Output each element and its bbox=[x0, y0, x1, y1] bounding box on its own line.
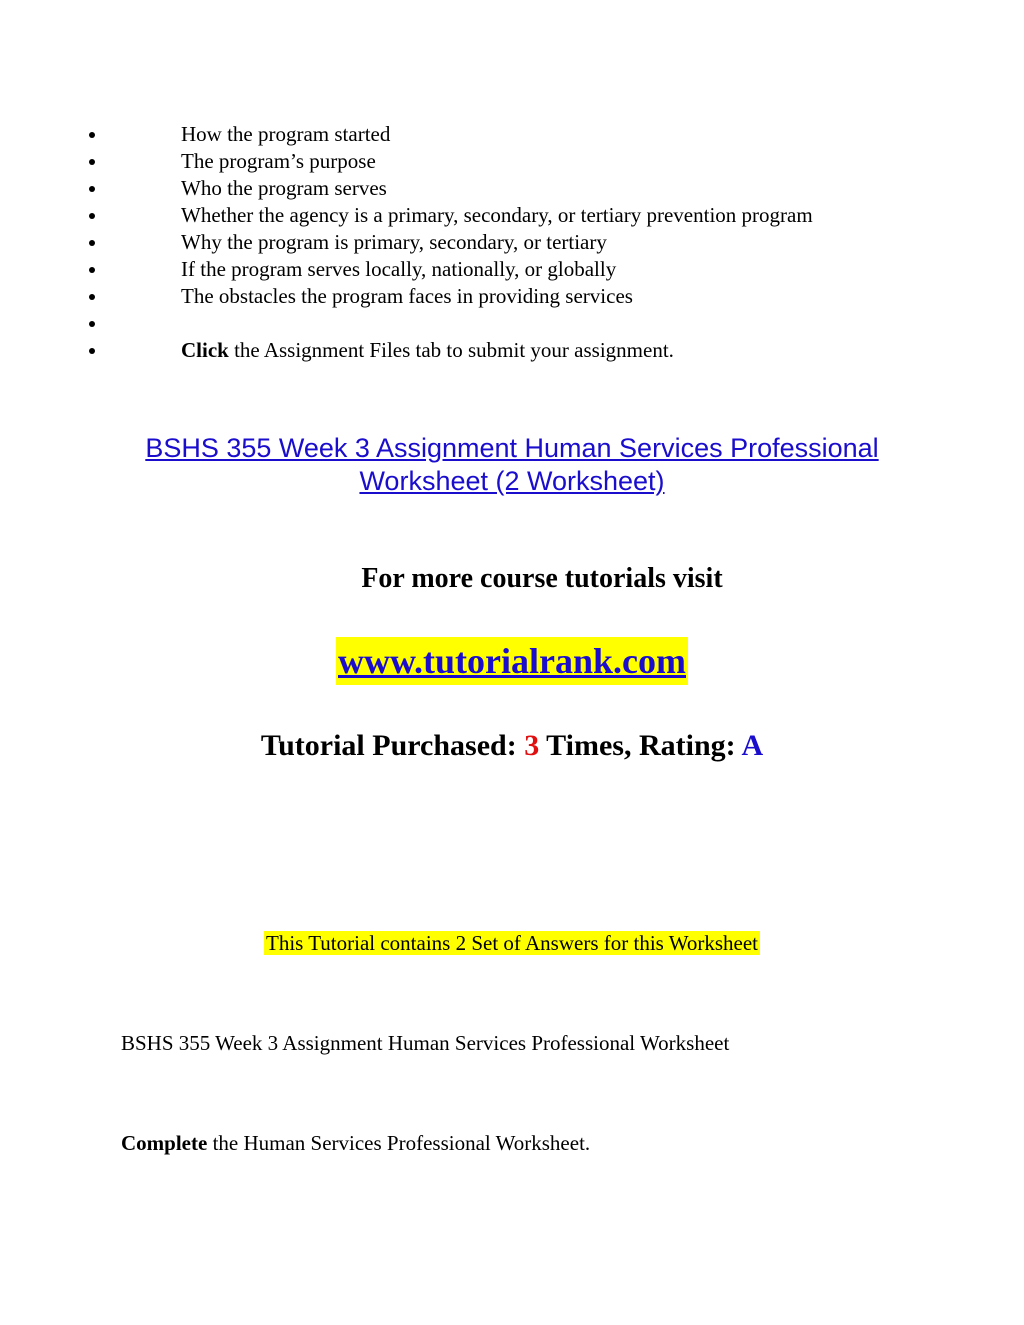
contains-note-block bbox=[0, 930, 1024, 957]
rating-label: Times, Rating: bbox=[539, 729, 742, 762]
bullet-text: Whether the agency is a primary, secondary, or tertiary prevention program bbox=[181, 203, 813, 227]
bullet-icon bbox=[89, 348, 95, 354]
assignment-title-line-1: BSHS 355 Week 3 Assignment Human Services Professional bbox=[145, 433, 879, 463]
bullet-bold-text: Click bbox=[181, 338, 229, 362]
list-item bbox=[0, 121, 1024, 148]
visit-heading: For more course tutorials visit bbox=[361, 563, 723, 594]
list-item bbox=[0, 337, 1024, 364]
list-item bbox=[0, 256, 1024, 283]
document-title: BSHS 355 Week 3 Assignment Human Services Professional Worksheet bbox=[121, 1031, 730, 1055]
list-item bbox=[0, 229, 1024, 256]
bullet-text: How the program started bbox=[181, 122, 391, 146]
instruction-bullet-list bbox=[0, 121, 1024, 364]
bullet-icon bbox=[89, 321, 95, 327]
list-item bbox=[0, 175, 1024, 202]
bullet-icon bbox=[89, 213, 95, 219]
purchase-info bbox=[0, 727, 1024, 765]
bullet-text: The program’s purpose bbox=[181, 149, 376, 173]
complete-instruction bbox=[121, 1130, 590, 1157]
bullet-icon bbox=[89, 267, 95, 273]
site-link[interactable]: www.tutorialrank.com bbox=[336, 637, 688, 685]
bullet-icon bbox=[89, 159, 95, 165]
list-item bbox=[0, 283, 1024, 310]
visit-heading-block bbox=[0, 562, 1024, 596]
list-item bbox=[0, 202, 1024, 229]
complete-bold-text: Complete bbox=[121, 1131, 208, 1155]
list-item bbox=[0, 148, 1024, 175]
assignment-title-link-block bbox=[100, 432, 924, 498]
bullet-text: If the program serves locally, nationally, or globally bbox=[181, 257, 617, 281]
purchase-count: 3 bbox=[524, 729, 540, 762]
assignment-title-line-2: Worksheet (2 Worksheet) bbox=[359, 466, 665, 496]
bullet-icon bbox=[89, 240, 95, 246]
list-item bbox=[0, 310, 1024, 337]
bullet-icon bbox=[89, 294, 95, 300]
bullet-text: Who the program serves bbox=[181, 176, 387, 200]
complete-text: the Human Services Professional Worksheet. bbox=[207, 1131, 591, 1155]
contains-note: This Tutorial contains 2 Set of Answers for this Worksheet bbox=[266, 931, 758, 955]
bullet-text: the Assignment Files tab to submit your assignment. bbox=[228, 338, 674, 362]
assignment-title-link[interactable] bbox=[145, 433, 878, 496]
purchase-label: Tutorial Purchased: bbox=[260, 729, 525, 762]
bullet-icon bbox=[89, 132, 95, 138]
bullet-text: Why the program is primary, secondary, or tertiary bbox=[181, 230, 607, 254]
bullet-text: The obstacles the program faces in providing services bbox=[181, 284, 633, 308]
rating-value: A bbox=[741, 729, 764, 762]
bullet-icon bbox=[89, 186, 95, 192]
site-link-block bbox=[0, 637, 1024, 685]
